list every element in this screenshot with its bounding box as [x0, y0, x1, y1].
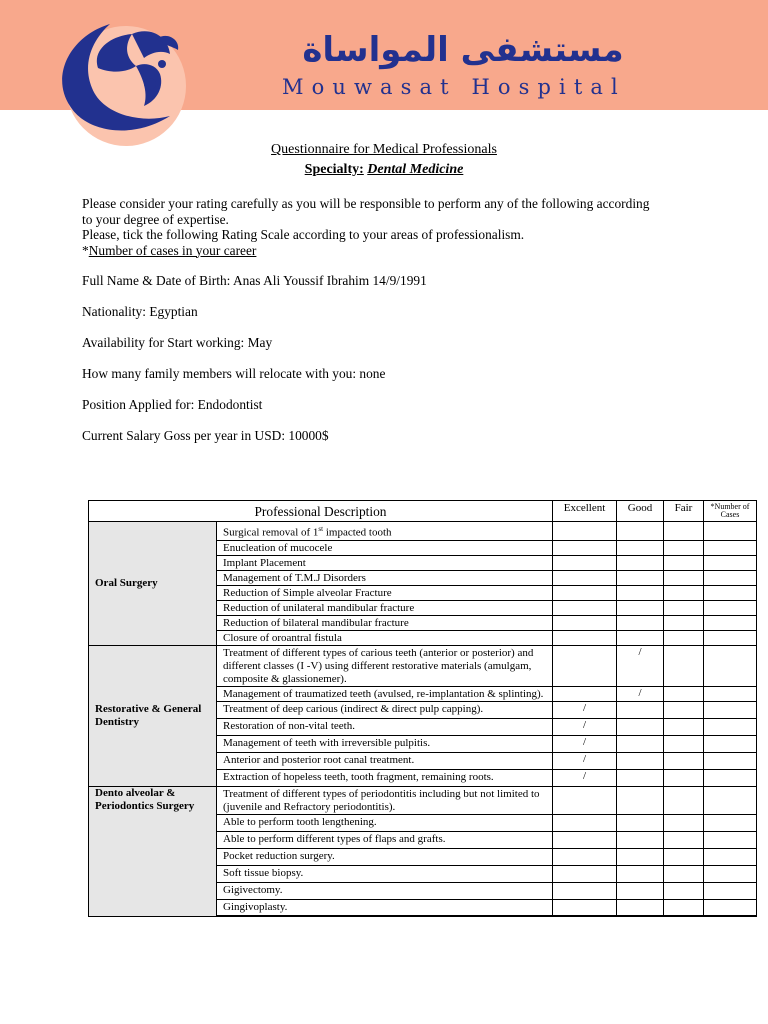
good-cell[interactable] [617, 882, 664, 899]
excellent-cell[interactable] [553, 600, 617, 615]
excellent-cell[interactable] [553, 645, 617, 686]
good-cell[interactable] [617, 701, 664, 718]
fair-cell[interactable] [664, 555, 704, 570]
cases-cell[interactable] [704, 769, 757, 786]
item-description: Gigivectomy. [217, 882, 553, 899]
table-row [89, 645, 757, 686]
good-cell[interactable] [617, 585, 664, 600]
good-cell[interactable] [617, 540, 664, 555]
category-oral-surgery: Oral Surgery [89, 522, 217, 646]
page-title: Questionnaire for Medical Professionals [271, 142, 497, 157]
fair-cell[interactable] [664, 786, 704, 814]
item-description: Extraction of hopeless teeth, tooth fragment, remaining roots. [217, 769, 553, 786]
cases-cell[interactable] [704, 585, 757, 600]
item-description: Able to perform different types of flaps and grafts. [217, 831, 553, 848]
item-text: Surgical removal of 1 [223, 526, 319, 539]
good-cell[interactable] [617, 752, 664, 769]
item-description: Closure of oroantral fistula [217, 630, 553, 645]
good-cell[interactable] [617, 735, 664, 752]
table-header-row [89, 501, 757, 522]
fair-cell[interactable] [664, 570, 704, 585]
item-description: Management of teeth with irreversible pulpitis. [217, 735, 553, 752]
excellent-cell[interactable] [553, 630, 617, 645]
family-field: How many family members will relocate with you: none [82, 366, 386, 381]
good-cell[interactable] [617, 522, 664, 541]
fair-cell[interactable] [664, 600, 704, 615]
good-cell[interactable] [617, 848, 664, 865]
item-description: Implant Placement [217, 555, 553, 570]
intro-line-2: Please, tick the following Rating Scale according to your areas of professionalism. [82, 227, 525, 242]
good-cell[interactable] [617, 769, 664, 786]
good-cell[interactable] [617, 570, 664, 585]
cases-cell[interactable] [704, 718, 757, 735]
header-fair: Fair [664, 501, 704, 522]
excellent-cell[interactable] [553, 882, 617, 899]
fair-cell[interactable] [664, 735, 704, 752]
item-description: Management of T.M.J Disorders [217, 570, 553, 585]
fair-cell[interactable] [664, 752, 704, 769]
cases-cell[interactable] [704, 752, 757, 769]
cases-cell[interactable] [704, 735, 757, 752]
cases-cell[interactable] [704, 865, 757, 882]
number-of-cases-note: Number of cases in your career [88, 242, 257, 258]
excellent-cell[interactable] [553, 615, 617, 630]
specialty-value: Dental Medicine [367, 162, 464, 177]
item-description: Enucleation of mucocele [217, 540, 553, 555]
cases-cell[interactable] [704, 814, 757, 831]
fair-cell[interactable] [664, 831, 704, 848]
excellent-cell[interactable] [553, 814, 617, 831]
fair-cell[interactable] [664, 522, 704, 541]
category-dento-alveolar-periodontics: Dento alveolar & Periodontics Surgery [89, 786, 217, 916]
good-cell[interactable] [617, 865, 664, 882]
item-description: Pocket reduction surgery. [217, 848, 553, 865]
position-field: Position Applied for: Endodontist [82, 397, 263, 412]
cases-cell[interactable] [704, 600, 757, 615]
cases-cell[interactable] [704, 540, 757, 555]
excellent-cell[interactable]: / [553, 718, 617, 735]
good-cell[interactable] [617, 615, 664, 630]
cases-cell[interactable] [704, 786, 757, 814]
item-description: Reduction of unilateral mandibular fracture [217, 600, 553, 615]
item-superscript: st [318, 525, 324, 533]
excellent-cell[interactable] [553, 831, 617, 848]
salary-field: Current Salary Goss per year in USD: 10000$ [82, 428, 329, 443]
good-cell[interactable] [617, 718, 664, 735]
excellent-cell[interactable] [553, 585, 617, 600]
item-description: Soft tissue biopsy. [217, 865, 553, 882]
excellent-cell[interactable] [553, 555, 617, 570]
category-restorative: Restorative & General Dentistry [89, 645, 217, 786]
good-cell[interactable]: / [617, 645, 664, 686]
good-cell[interactable] [617, 630, 664, 645]
fair-cell[interactable] [664, 540, 704, 555]
fair-cell[interactable] [664, 899, 704, 916]
rating-table [88, 500, 757, 917]
specialty-line [0, 162, 768, 178]
header-excellent: Excellent [553, 501, 617, 522]
excellent-cell[interactable] [553, 540, 617, 555]
item-description: Treatment of different types of periodontitis including but not limited to (juvenile and Refractory periodontitis). [217, 786, 553, 814]
fair-cell[interactable] [664, 718, 704, 735]
item-description: Gingivoplasty. [217, 899, 553, 916]
intro-text [82, 196, 662, 258]
item-description: Treatment of different types of carious teeth (anterior or posterior) and different classes (I -V) using different restorative materials (amulgam, composite & glassionemer). [217, 645, 553, 686]
specialty-label: Specialty: [304, 162, 364, 177]
hospital-arabic-name: مستشفى المواساة [302, 30, 624, 70]
fair-cell[interactable] [664, 615, 704, 630]
good-cell[interactable] [617, 600, 664, 615]
hospital-logo-icon [40, 6, 208, 146]
excellent-cell[interactable]: / [553, 735, 617, 752]
fair-cell[interactable] [664, 645, 704, 686]
table-row [89, 522, 757, 541]
excellent-cell[interactable] [553, 570, 617, 585]
good-cell[interactable] [617, 899, 664, 916]
item-text: impacted tooth [323, 526, 392, 539]
fair-cell[interactable] [664, 769, 704, 786]
good-cell[interactable] [617, 555, 664, 570]
item-description: Reduction of bilateral mandibular fracture [217, 615, 553, 630]
item-description: Anterior and posterior root canal treatment. [217, 752, 553, 769]
cases-cell[interactable] [704, 522, 757, 541]
excellent-cell[interactable]: / [553, 752, 617, 769]
item-description: Restoration of non-vital teeth. [217, 718, 553, 735]
fair-cell[interactable] [664, 882, 704, 899]
fair-cell[interactable] [664, 814, 704, 831]
excellent-cell[interactable] [553, 899, 617, 916]
excellent-cell[interactable] [553, 865, 617, 882]
header-professional-description: Professional Description [89, 501, 553, 522]
header-number-of-cases: *Number of Cases [704, 501, 757, 522]
fair-cell[interactable] [664, 686, 704, 701]
fair-cell[interactable] [664, 585, 704, 600]
excellent-cell[interactable] [553, 686, 617, 701]
intro-asterisk: * [82, 242, 89, 258]
excellent-cell[interactable] [553, 848, 617, 865]
item-description [217, 522, 553, 541]
cases-cell[interactable] [704, 882, 757, 899]
item-description: Reduction of Simple alveolar Fracture [217, 585, 553, 600]
fair-cell[interactable] [664, 865, 704, 882]
intro-line-3 [82, 243, 662, 259]
cases-cell[interactable] [704, 831, 757, 848]
item-description: Able to perform tooth lengthening. [217, 814, 553, 831]
table-row [89, 786, 757, 814]
excellent-cell[interactable]: / [553, 769, 617, 786]
cases-cell[interactable] [704, 645, 757, 686]
cases-cell[interactable] [704, 899, 757, 916]
excellent-cell[interactable]: / [553, 701, 617, 718]
item-description: Management of traumatized teeth (avulsed, re-implantation & splinting). [217, 686, 553, 701]
cases-cell[interactable] [704, 570, 757, 585]
fair-cell[interactable] [664, 701, 704, 718]
good-cell[interactable] [617, 831, 664, 848]
cases-cell[interactable] [704, 701, 757, 718]
excellent-cell[interactable] [553, 522, 617, 541]
nationality-field: Nationality: Egyptian [82, 304, 198, 319]
full-name-field: Full Name & Date of Birth: Anas Ali Youssif Ibrahim 14/9/1991 [82, 273, 427, 288]
cases-cell[interactable] [704, 686, 757, 701]
hospital-english-name: Mouwasat Hospital [282, 75, 626, 99]
item-description: Treatment of deep carious (indirect & direct pulp capping). [217, 701, 553, 718]
availability-field: Availability for Start working: May [82, 335, 273, 350]
cases-cell[interactable] [704, 848, 757, 865]
cases-cell[interactable] [704, 615, 757, 630]
good-cell[interactable] [617, 814, 664, 831]
good-cell[interactable]: / [617, 686, 664, 701]
intro-line-1: Please consider your rating carefully as you will be responsible to perform any of the following according to your degree of expertise. [82, 196, 650, 227]
header-good: Good [617, 501, 664, 522]
excellent-cell[interactable] [553, 786, 617, 814]
fair-cell[interactable] [664, 630, 704, 645]
good-cell[interactable] [617, 786, 664, 814]
fair-cell[interactable] [664, 848, 704, 865]
cases-cell[interactable] [704, 630, 757, 645]
cases-cell[interactable] [704, 555, 757, 570]
